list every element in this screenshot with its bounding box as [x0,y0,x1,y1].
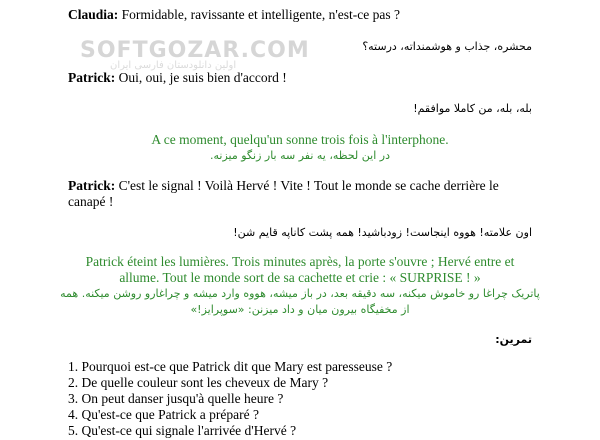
narration-1-fa: در این لحظه، یه نفر سه بار زنگو میزنه. [210,149,390,162]
question-item: 1. Pourquoi est-ce que Patrick dit que Mary est paresseuse ? [68,359,393,374]
patrick-line-1 [68,69,287,87]
patrick-text-2a: C'est le signal ! Voilà Hervé ! Vite ! Tout le monde se cache derrière le [115,178,499,193]
narration-2-fr-b: allume. Tout le monde sort de sa cachette et crie : « SURPRISE ! » [119,270,481,285]
narration-2-fa-b: از مخفیگاه بیرون میان و داد میزنن: «سوپرایز!» [190,303,410,316]
watermark-tagline: اولین دانلودستان فارسی ایران [110,60,237,71]
exercise-title: تمرین: [495,333,532,346]
narration-1-fr: A ce moment, quelqu'un sonne trois fois à l'interphone. [151,132,449,147]
speaker-patrick: Patrick: [68,70,116,85]
narration-2-fr-a: Patrick éteint les lumières. Trois minutes après, la porte s'ouvre ; Hervé entre et [85,254,515,269]
patrick-translation-1: بله، بله، من کاملا موافقم! [413,102,532,115]
claudia-line [68,6,400,24]
question-item: 5. Qu'est-ce qui signale l'arrivée d'Hervé ? [68,423,297,438]
narration-2-fa-a: پاتریک چراغا رو خاموش میکنه، سه دقیقه بعد، در باز میشه، هووه وارد میشه و چراغارو روشن میکنه. همه [60,287,540,300]
question-item: 3. On peut danser jusqu'à quelle heure ? [68,391,284,406]
patrick-text-2b: canapé ! [68,194,114,209]
patrick-text-1: Oui, oui, je suis bien d'accord ! [115,70,287,85]
speaker-patrick-2: Patrick: [68,178,116,193]
question-item: 2. De quelle couleur sont les cheveux de Mary ? [68,375,329,390]
claudia-translation: محشره، جذاب و هوشمنداته، درسته؟ [362,40,532,53]
claudia-text: Formidable, ravissante et intelligente, n'est-ce pas ? [118,7,400,22]
question-item: 4. Qu'est-ce que Patrick a préparé ? [68,407,259,422]
watermark-logo: SOFTGOZAR.COM [80,38,310,63]
patrick-line-2 [68,177,499,195]
patrick-translation-2: اون علامته! هووه اینجاست! زودباشید! همه پشت کاناپه قایم شن! [233,226,532,239]
speaker-claudia: Claudia: [68,7,119,22]
